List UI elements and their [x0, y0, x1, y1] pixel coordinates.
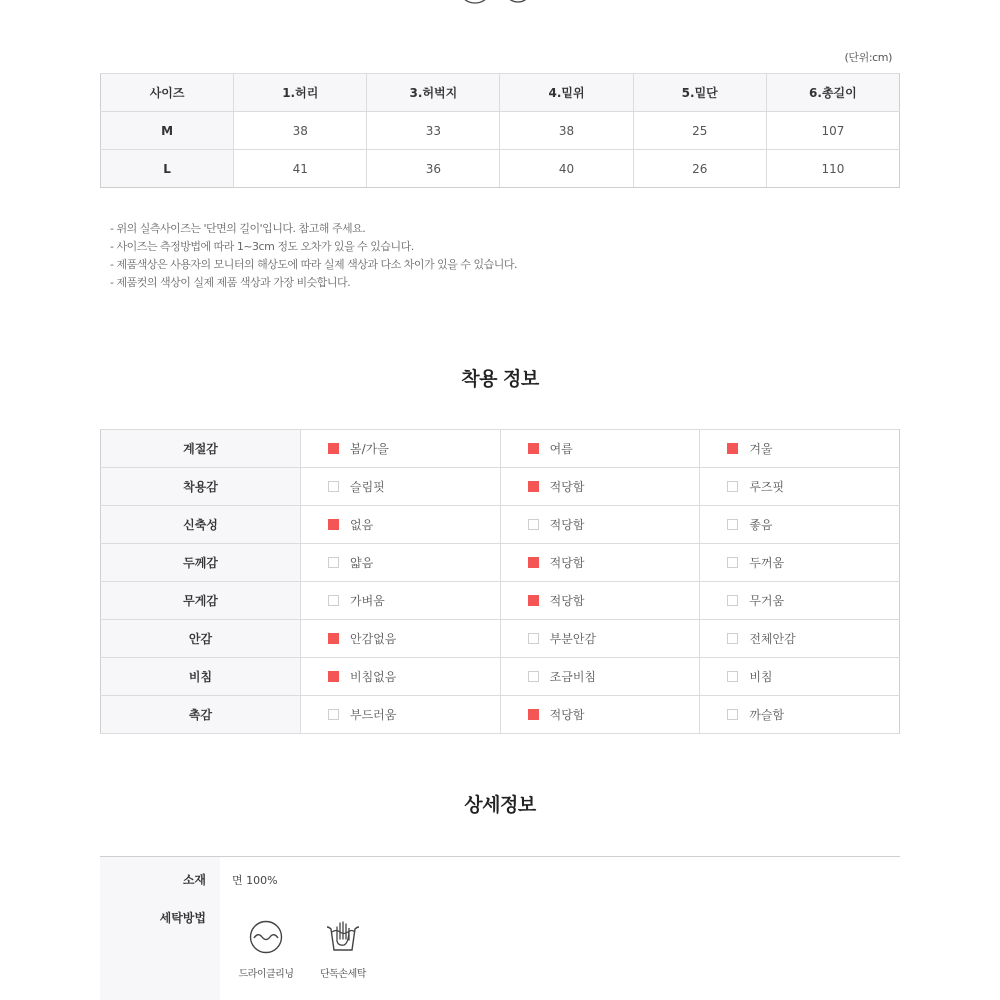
fit-option: [727, 630, 899, 647]
material-value: 면 100%: [232, 874, 278, 887]
size-cell: 41: [234, 150, 367, 188]
fit-option-label: 비침: [749, 670, 773, 684]
unchecked-box-icon: [528, 671, 539, 682]
fit-option-label: 무거움: [749, 594, 785, 608]
fit-option-label: 안감없음: [350, 632, 397, 646]
fit-option: [727, 592, 899, 609]
fit-option-cell: [301, 468, 501, 506]
fit-option-label: 조금비침: [549, 670, 597, 684]
note-item: - 사이즈는 측정방법에 따라 1~3cm 정도 오차가 있을 수 있습니다.: [110, 240, 414, 253]
fit-row: [101, 620, 900, 658]
unchecked-box-icon: [528, 633, 539, 644]
detail-info-title: 상세정보: [464, 794, 536, 816]
size-cell: 33: [367, 112, 500, 150]
fit-option-cell: [700, 658, 900, 696]
care-label: 단독손세탁: [320, 969, 366, 980]
fit-option-cell: [301, 506, 501, 544]
size-table-header-row: [101, 74, 900, 112]
size-header-size: 사이즈: [101, 74, 234, 112]
fit-option-label: 겨울: [749, 442, 773, 456]
fit-option: [727, 440, 899, 457]
fit-option: [727, 516, 899, 533]
fit-option: [528, 668, 700, 685]
fit-row-label: 두께감: [101, 544, 301, 582]
checked-box-icon: [328, 443, 339, 454]
detail-info-panel: [100, 856, 900, 1000]
fit-option-cell: [700, 544, 900, 582]
fit-option-cell: [500, 468, 700, 506]
fit-option-cell: [500, 506, 700, 544]
fit-option-label: 슬림핏: [350, 480, 385, 494]
unchecked-box-icon: [328, 557, 339, 568]
fit-option: [528, 516, 700, 533]
fit-option-cell: [700, 506, 900, 544]
fit-info-table: [100, 429, 900, 734]
unchecked-box-icon: [727, 671, 738, 682]
hand-wash-icon: [324, 919, 362, 955]
fit-option: [528, 592, 700, 609]
fit-option-cell: [700, 582, 900, 620]
size-cell: 38: [500, 112, 633, 150]
care-item-hand-wash: [308, 919, 378, 980]
size-header-rise: 4.밑위: [500, 74, 633, 112]
note-item: - 제품색상은 사용자의 모니터의 해상도에 따라 실제 색상과 다소 차이가 있을 수 있습니다.: [110, 258, 517, 271]
unchecked-box-icon: [727, 633, 738, 644]
fit-option: [328, 630, 500, 647]
fit-option-cell: [500, 430, 700, 468]
fit-row-label: 무게감: [101, 582, 301, 620]
size-notes: [110, 220, 517, 292]
fit-option: [328, 440, 500, 457]
unchecked-box-icon: [727, 481, 738, 492]
fit-row: [101, 506, 900, 544]
size-header-hem: 5.밑단: [633, 74, 766, 112]
size-cell: 36: [367, 150, 500, 188]
fit-option: [328, 592, 500, 609]
unchecked-box-icon: [328, 709, 339, 720]
fit-option-label: 적당함: [549, 594, 585, 608]
fit-option: [328, 668, 500, 685]
checked-box-icon: [328, 519, 339, 530]
size-table: [100, 73, 900, 188]
fit-row: [101, 544, 900, 582]
fit-option: [328, 516, 500, 533]
unchecked-box-icon: [727, 595, 738, 606]
fit-row-label: 계절감: [101, 430, 301, 468]
size-row: [101, 150, 900, 188]
fit-option-cell: [500, 696, 700, 734]
size-header-waist: 1.허리: [234, 74, 367, 112]
fit-option-cell: [700, 696, 900, 734]
dry-cleaning-icon: [248, 919, 284, 955]
note-item: - 제품컷의 색상이 실제 제품 색상과 가장 비슷합니다.: [110, 276, 351, 289]
unchecked-box-icon: [727, 557, 738, 568]
size-label: L: [101, 150, 234, 188]
fit-option-label: 없음: [350, 518, 374, 532]
unit-note: (단위:cm): [844, 51, 892, 64]
checked-box-icon: [528, 595, 539, 606]
fit-option: [528, 706, 700, 723]
fit-row-label: 촉감: [101, 696, 301, 734]
fit-option: [528, 478, 700, 495]
fit-row-label: 신축성: [101, 506, 301, 544]
fit-option: [727, 668, 899, 685]
fit-row: [101, 658, 900, 696]
checked-box-icon: [528, 481, 539, 492]
fit-option-cell: [700, 620, 900, 658]
fit-option-cell: [301, 620, 501, 658]
cropped-care-icons: [455, 0, 585, 6]
note-item: - 위의 실측사이즈는 '단면의 길이'입니다. 참고해 주세요.: [110, 222, 366, 235]
fit-option: [528, 440, 700, 457]
fit-option-cell: [500, 582, 700, 620]
size-cell: 26: [633, 150, 766, 188]
fit-option-label: 적당함: [549, 480, 585, 494]
fit-option-label: 비침없음: [350, 670, 397, 684]
detail-label-column: [100, 857, 220, 1000]
fit-option-label: 부분안감: [549, 632, 597, 646]
fit-option-cell: [301, 658, 501, 696]
size-header-length: 6.총길이: [766, 74, 899, 112]
fit-option-cell: [700, 468, 900, 506]
fit-option: [528, 554, 700, 571]
fit-option: [328, 554, 500, 571]
fit-option: [328, 478, 500, 495]
fit-option: [727, 478, 899, 495]
fit-option-cell: [500, 620, 700, 658]
fit-row: [101, 582, 900, 620]
fit-option-cell: [700, 430, 900, 468]
unchecked-box-icon: [727, 709, 738, 720]
fit-row-label: 비침: [101, 658, 301, 696]
fit-option-label: 가벼움: [350, 594, 385, 608]
fit-option-label: 두꺼움: [749, 556, 785, 570]
fit-option: [328, 706, 500, 723]
fit-row-label: 착용감: [101, 468, 301, 506]
care-label: 드라이클리닝: [238, 969, 294, 980]
checked-box-icon: [328, 633, 339, 644]
fit-option-label: 전체안감: [749, 632, 796, 646]
care-item-dry-cleaning: [231, 919, 301, 980]
unchecked-box-icon: [328, 595, 339, 606]
checked-box-icon: [528, 557, 539, 568]
checked-box-icon: [528, 443, 539, 454]
checked-box-icon: [727, 443, 738, 454]
unchecked-box-icon: [328, 481, 339, 492]
fit-option-label: 루즈핏: [749, 480, 785, 494]
fit-option-cell: [301, 582, 501, 620]
size-cell: 40: [500, 150, 633, 188]
fit-option-cell: [301, 430, 501, 468]
checked-box-icon: [528, 709, 539, 720]
wash-method-label: 세탁방법: [159, 911, 206, 925]
fit-info-title: 착용 정보: [461, 368, 539, 390]
fit-option-cell: [301, 696, 501, 734]
fit-row: [101, 430, 900, 468]
size-cell: 110: [766, 150, 899, 188]
fit-row-label: 안감: [101, 620, 301, 658]
fit-option: [528, 630, 700, 647]
size-header-thigh: 3.허벅지: [367, 74, 500, 112]
fit-option-label: 부드러움: [350, 708, 397, 722]
fit-option-label: 적당함: [549, 556, 585, 570]
fit-option-label: 적당함: [549, 708, 585, 722]
size-label: M: [101, 112, 234, 150]
fit-option: [727, 554, 899, 571]
fit-option-label: 까슬함: [749, 708, 785, 722]
checked-box-icon: [328, 671, 339, 682]
fit-option-cell: [301, 544, 501, 582]
fit-option-label: 봄/가을: [350, 442, 389, 456]
fit-row: [101, 696, 900, 734]
unchecked-box-icon: [528, 519, 539, 530]
unchecked-box-icon: [727, 519, 738, 530]
fit-option-label: 적당함: [549, 518, 585, 532]
material-label: 소재: [182, 873, 206, 887]
fit-option-label: 여름: [549, 442, 573, 456]
size-row: [101, 112, 900, 150]
size-cell: 38: [234, 112, 367, 150]
fit-option: [727, 706, 899, 723]
fit-option-cell: [500, 544, 700, 582]
fit-option-label: 좋음: [749, 518, 773, 532]
size-cell: 107: [766, 112, 899, 150]
size-cell: 25: [633, 112, 766, 150]
fit-option-cell: [500, 658, 700, 696]
fit-row: [101, 468, 900, 506]
fit-option-label: 얇음: [350, 556, 374, 570]
